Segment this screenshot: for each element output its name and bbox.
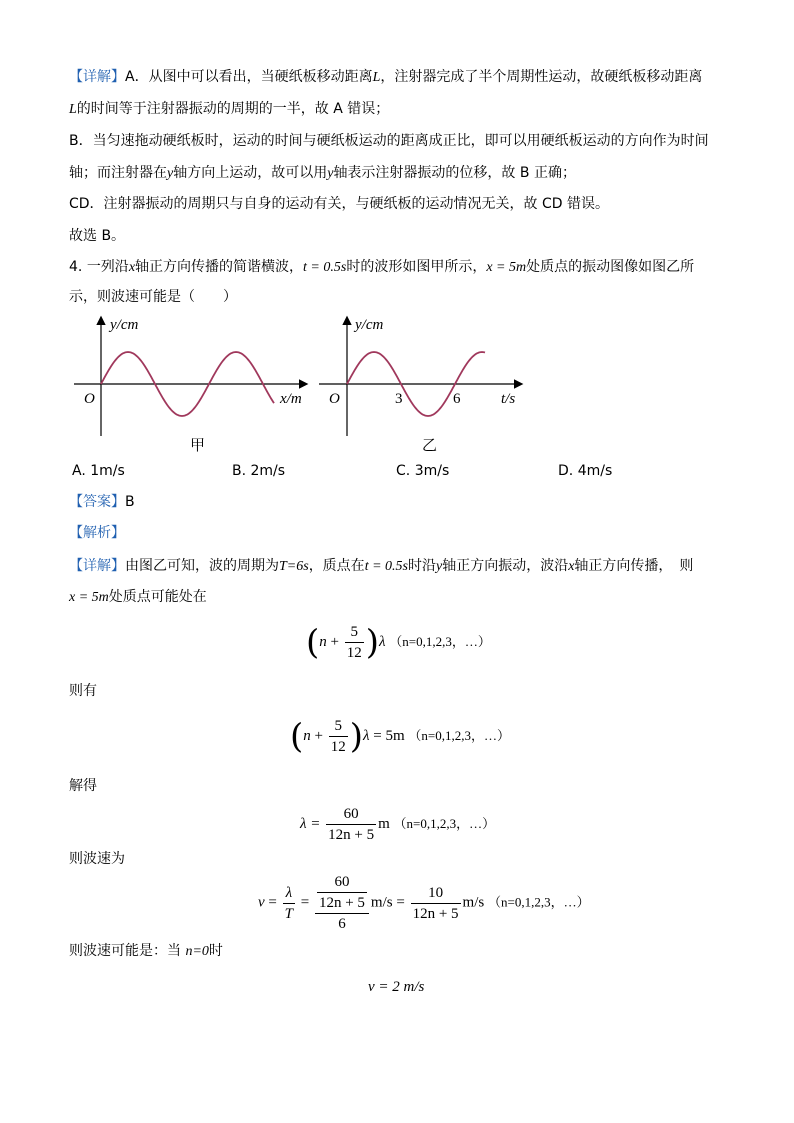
question-text-line-1: 4. 一列沿x轴正方向传播的简谐横波，t = 0.5s时的波形如图甲所示，x = 5m处质点的振动图像如图乙所 [69,259,695,275]
answer-line [69,491,135,513]
conclusion-line: 则波速可能是：当 n=0时 [69,943,223,959]
prev-detail-line-4: 轴；而注射器在y轴方向上运动，故可以用y轴表示注射器振动的位移，故 B 正确； [69,165,576,181]
equation-3: λ = $\frac{60}{12n + 5}$ m （n=0,1,2,3，…） [300,806,496,844]
t-axis-label: t/s [501,391,516,407]
prev-detail-line-3: B．当匀速拖动硬纸板时，运动的时间与硬纸板运动的距离成正比，即可以用硬纸板运动的方向作为时间 [69,133,709,149]
prev-detail-line-6: 故选 B。 [69,228,126,244]
y-axis-label: y/cm [355,317,384,333]
solve-label: 解得 [69,778,97,794]
question-text-line-2: 示，则波速可能是（ ） [69,289,237,305]
figure-caption: 甲 [190,438,206,454]
prev-detail-line-5: CD．注射器振动的周期只与自身的运动有关，与硬纸板的运动情况无关，故 CD 错误。 [69,196,610,212]
figure-wave-graph [68,308,318,458]
equation-4: v = $\frac{\lambda}{T}$ = $\frac{\frac{60}{12n + 5}}{6}$ m/s = $\frac{10}{12n + 5}$ m/s （n=0,1,2,3，…） [258,874,590,932]
prev-detail-line-2: L的时间等于注射器振动的周期的一半，故 A 错误； [69,101,390,117]
tick-label-3: 3 [395,391,403,407]
detail-line-2: x = 5m处质点可能处在 [69,589,207,605]
final-equation: v = 2 m/s [368,979,425,995]
equation-2: (n + $\frac{5}{12}$ )λ = 5m （n=0,1,2,3，…） [290,716,510,757]
answer-tag: 【答案】 [69,494,125,510]
analysis-tag: 【解析】 [69,525,125,541]
figure-vibration-graph [315,308,535,458]
detail-tag: 【详解】 [69,69,125,85]
question-number: 4. [69,259,83,275]
origin-label: O [329,391,340,407]
origin-label: O [84,391,95,407]
option-c[interactable]: C. 3m/s [396,463,450,479]
figure-caption: 乙 [422,438,438,454]
option-b[interactable]: B. 2m/s [232,463,286,479]
x-axis-label: x/m [280,391,302,407]
equation-1: (n + $\frac{5}{12}$ )λ （n=0,1,2,3，…） [306,622,491,663]
tick-label-6: 6 [453,391,461,407]
detail-line-1: 【详解】由图乙可知，波的周期为T=6s，质点在t = 0.5s时沿y轴正方向振动，波沿x轴正方向传播， 则 [69,558,694,574]
answer-value: B [125,494,135,510]
option-d[interactable]: D. 4m/s [558,463,613,479]
detail-tag: 【详解】 [69,558,125,574]
then-label: 则有 [69,683,97,699]
y-axis-label: y/cm [110,317,139,333]
prev-detail-line-1: 【详解】A．从图中可以看出，当硬纸板移动距离L，注射器完成了半个周期性运动，故硬纸板移动距离 [69,69,703,85]
option-a[interactable]: A. 1m/s [72,463,125,479]
speed-intro: 则波速为 [69,851,125,867]
